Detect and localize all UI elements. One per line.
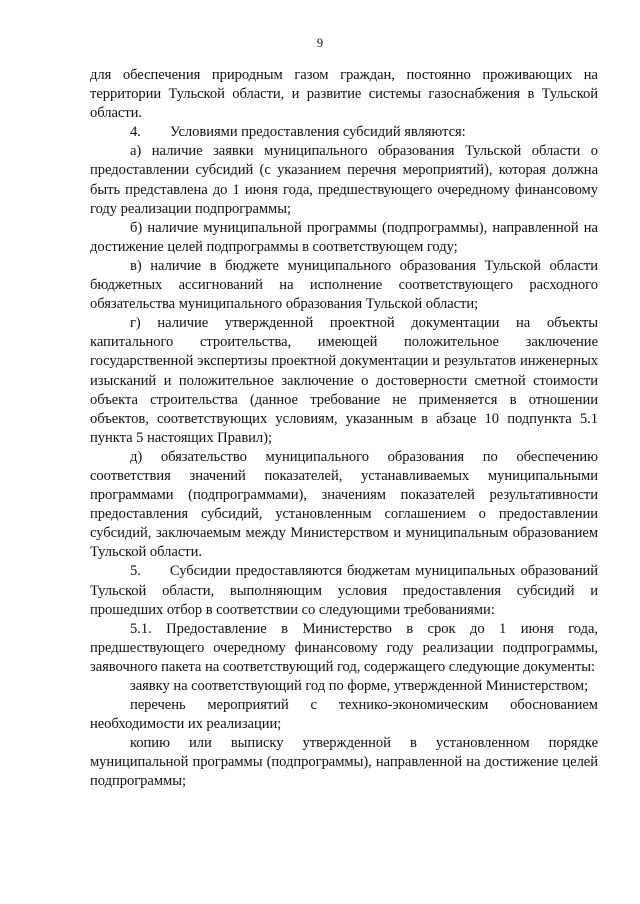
list-item-measures: перечень мероприятий с технико-экономическим обоснованием необходимости их реализации; bbox=[90, 697, 598, 733]
list-item-program-copy: копию или выписку утвержденной в установленном порядке муниципальной программы (подпрограммы), направленной на достижение целей подпрограммы; bbox=[90, 735, 598, 790]
document-body bbox=[90, 66, 598, 792]
paragraph-4d: д) обязательство муниципального образования по обеспечению соответствия значений показателей, устанавливаемых муниципальными программами (подпрограммами), значениям показателей результативности предоставления субсидий, установленным соглашением о предоставлении субсидий, заключаемым между Министерством и муниципальным образованием Тульской области. bbox=[90, 448, 598, 561]
paragraph-intro: для обеспечения природным газом граждан, постоянно проживающих на территории Тульской области, и развитие системы газоснабжения в Тульской области. bbox=[90, 67, 598, 122]
paragraph-4a: а) наличие заявки муниципального образования Тульской области о предоставлении субсидий (с указанием перечня мероприятий), которая должна быть представлена до 1 июня года, предшествующего очередному финансовому году реализации подпрограммы; bbox=[90, 143, 598, 217]
paragraph-4g: г) наличие утвержденной проектной документации на объекты капитального строительства, имеющей положительное заключение государственной экспертизы проектной документации и результатов инженерных изысканий и положительное заключение о достоверности сметной стоимости объекта строительства (данное требование не применяется в отношении объектов, соответствующих условиям, указанным в абзаце 10 подпункта 5.1 пункта 5 настоящих Правил); bbox=[90, 315, 598, 446]
paragraph-4b: б) наличие муниципальной программы (подпрограммы), направленной на достижение целей подпрограммы в соответствующем году; bbox=[90, 219, 598, 255]
page-number: 9 bbox=[316, 36, 324, 50]
paragraph-5: 5. Субсидии предоставляются бюджетам муниципальных образований Тульской области, выполняющим условия предоставления субсидий и прошедших отбор в соответствии со следующими требованиями: bbox=[90, 563, 598, 618]
paragraph-5-1: 5.1. Предоставление в Министерство в срок до 1 июня года, предшествующего очередному финансовому году реализации подпрограммы, заявочного пакета на соответствующий год, содержащего следующие документы: bbox=[90, 620, 598, 675]
list-item-application: заявку на соответствующий год по форме, утвержденной Министерством; bbox=[130, 678, 589, 694]
paragraph-4v: в) наличие в бюджете муниципального образования Тульской области бюджетных ассигнований на исполнение соответствующего расходного обязательства муниципального образования Тульской области; bbox=[90, 257, 598, 313]
paragraph-4-heading: 4. Условиями предоставления субсидий являются: bbox=[130, 124, 466, 141]
